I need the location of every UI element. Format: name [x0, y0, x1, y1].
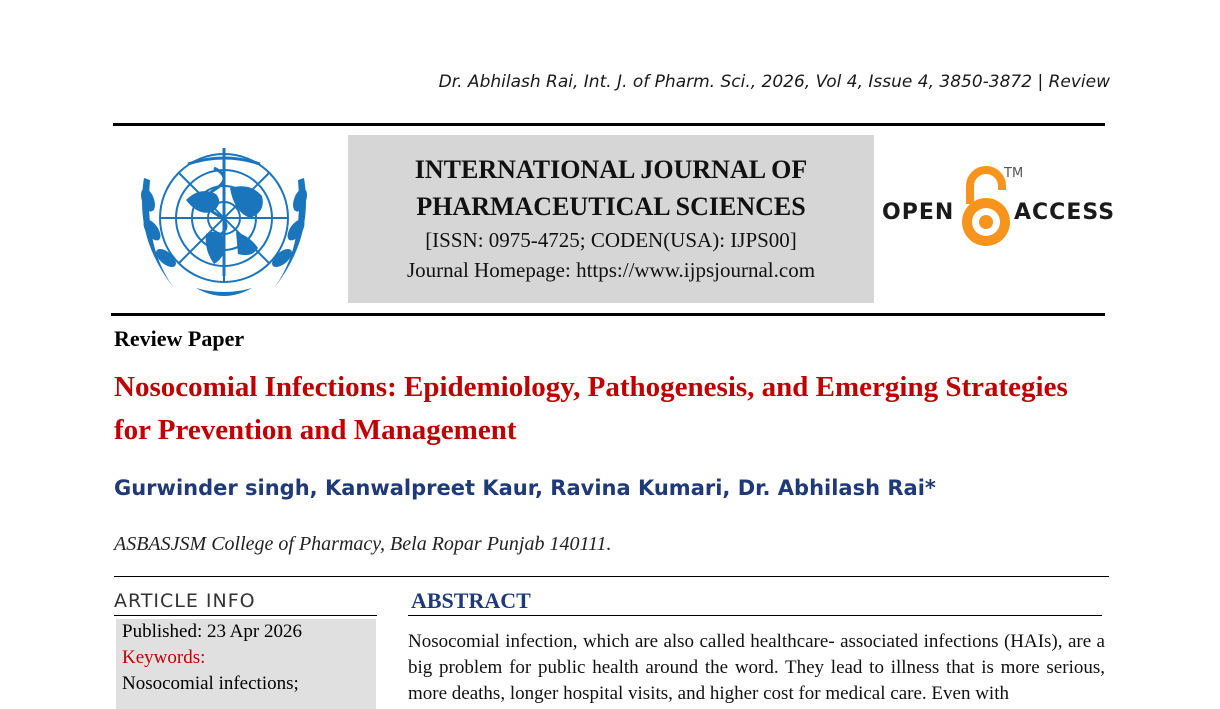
- article-info-heading: ARTICLE INFO: [114, 590, 256, 612]
- affiliation-rule: [114, 576, 1109, 577]
- journal-title-line2: PHARMACEUTICAL SCIENCES: [416, 192, 806, 221]
- header-rule: [113, 123, 1105, 126]
- affiliation: ASBASJSM College of Pharmacy, Bela Ropar Punjab 140111.: [114, 533, 612, 555]
- open-access-logo: [878, 160, 1116, 256]
- abstract-heading: ABSTRACT: [411, 588, 531, 613]
- abstract-text: Nosocomial infection, which are also called healthcare- associated infections (HAIs), are a big problem for public health around the word. They lead to illness that is more serious, more deaths, longer hospital visits, and higher cost for medical care. Even with: [408, 631, 1105, 704]
- keywords-label: Keywords:: [122, 647, 206, 668]
- journal-title-box: [348, 135, 874, 303]
- article-info-rule: [114, 615, 377, 616]
- masthead-rule: [111, 313, 1105, 316]
- section-label: Review Paper: [114, 326, 245, 351]
- abstract-rule: [408, 615, 1102, 616]
- open-word: OPEN: [882, 200, 955, 225]
- journal-issn: [ISSN: 0975-4725; CODEN(USA): IJPS00]: [425, 228, 797, 252]
- access-word: ACCESS: [1014, 200, 1116, 225]
- author-list: Gurwinder singh, Kanwalpreet Kaur, Ravina Kumari, Dr. Abhilash Rai*: [114, 476, 936, 500]
- published-date: Published: 23 Apr 2026: [122, 621, 302, 642]
- running-head: Dr. Abhilash Rai, Int. J. of Pharm. Sci., 2026, Vol 4, Issue 4, 3850-3872 | Review: [438, 72, 1110, 92]
- keyword-item: Nosocomial infections;: [122, 673, 299, 694]
- journal-title-line1: INTERNATIONAL JOURNAL OF: [414, 155, 808, 184]
- un-emblem-logo: [126, 138, 322, 306]
- journal-homepage[interactable]: Journal Homepage: https://www.ijpsjournal.com: [406, 258, 816, 282]
- paper-title: Nosocomial Infections: Epidemiology, Pathogenesis, and Emerging Strategies for Prevention and Management: [114, 371, 1068, 446]
- article-info-box: [116, 619, 376, 709]
- trademark-mark: TM: [1004, 166, 1024, 181]
